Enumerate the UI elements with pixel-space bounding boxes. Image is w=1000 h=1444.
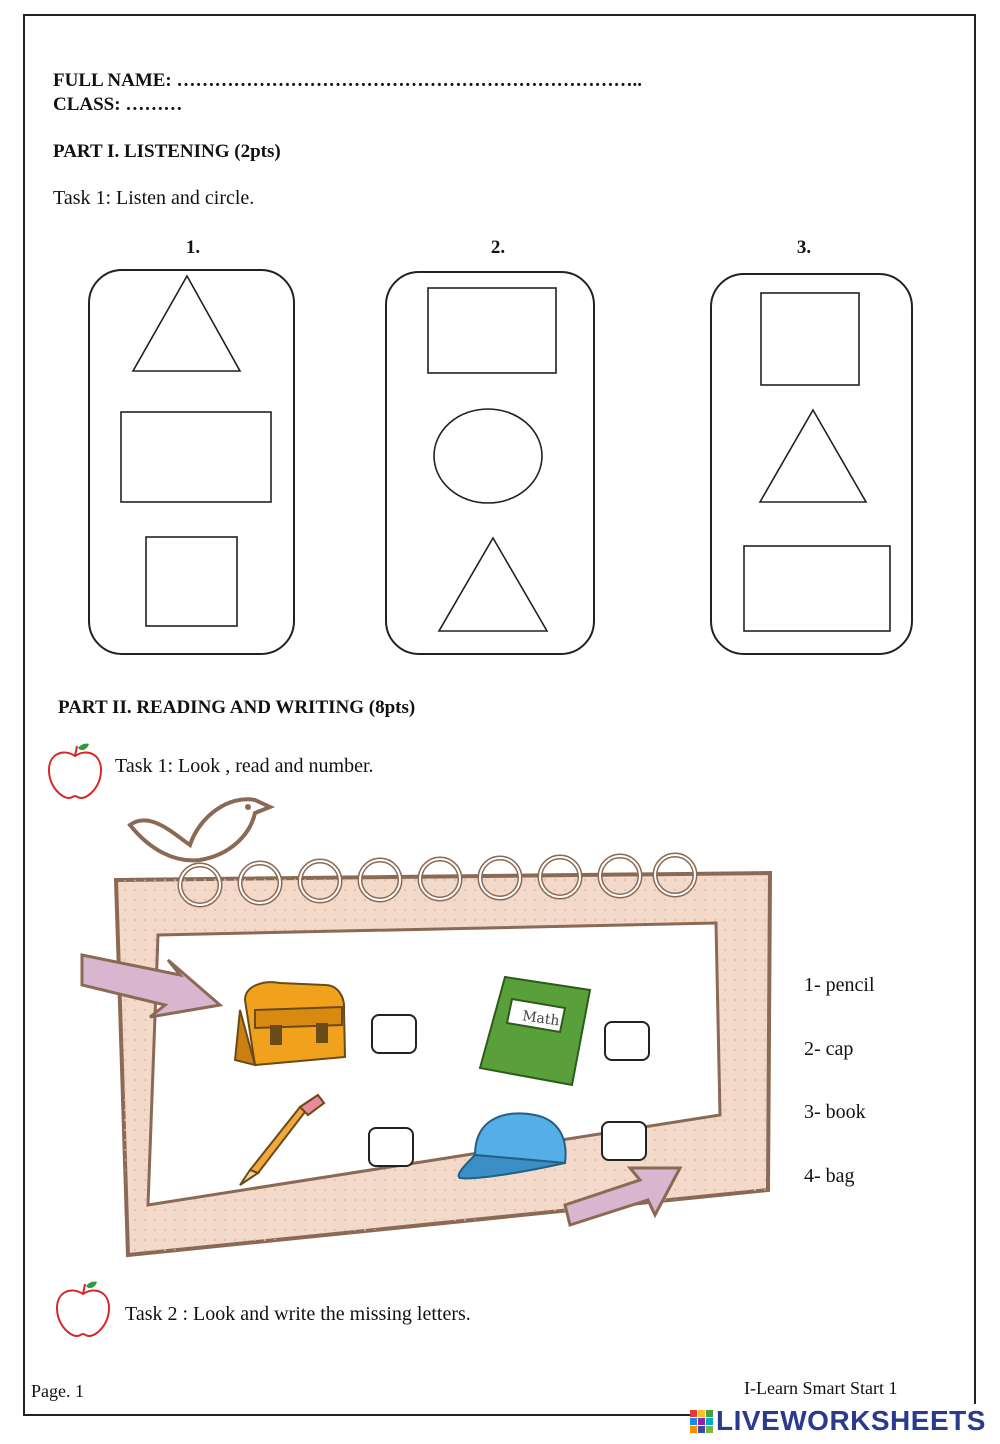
shape-card-3	[710, 273, 913, 655]
notebook-illustration	[80, 785, 800, 1295]
bag-icon[interactable]	[235, 982, 345, 1065]
word-item-3: 3- book	[804, 1101, 866, 1123]
word-item-4: 4- bag	[804, 1165, 855, 1187]
shape-card-2	[385, 271, 595, 655]
answer-box-bag[interactable]	[371, 1014, 417, 1054]
class-line: CLASS: ………	[53, 94, 183, 115]
card1-rectangle[interactable]	[121, 412, 271, 502]
part1-task1: Task 1: Listen and circle.	[53, 187, 255, 209]
brand-watermark	[690, 1404, 990, 1440]
card-2-label: 2.	[490, 237, 506, 258]
card-1-label: 1.	[185, 237, 201, 258]
card1-triangle[interactable]	[133, 276, 240, 371]
part1-title: PART I. LISTENING (2pts)	[53, 141, 281, 162]
page-number: Page. 1	[31, 1381, 84, 1401]
book-label: Math	[521, 1008, 561, 1030]
part2-title: PART II. READING AND WRITING (8pts)	[58, 697, 416, 718]
answer-box-cap[interactable]	[601, 1121, 647, 1161]
full-name-line: FULL NAME: ………………………………………………………………..	[53, 70, 642, 91]
answer-box-pencil[interactable]	[368, 1127, 414, 1167]
answer-box-book[interactable]	[604, 1021, 650, 1061]
part2-task2: Task 2 : Look and write the missing letters.	[125, 1303, 471, 1325]
brand-logo-icon	[690, 1410, 714, 1434]
part2-task1: Task 1: Look , read and number.	[115, 755, 374, 777]
card-3-label: 3.	[796, 237, 812, 258]
word-item-2: 2- cap	[804, 1038, 854, 1060]
bird-icon	[130, 799, 270, 860]
series-name: I-Learn Smart Start 1	[744, 1378, 898, 1398]
apple-icon	[53, 1278, 113, 1340]
word-item-1: 1- pencil	[804, 974, 875, 996]
card1-square[interactable]	[146, 537, 237, 626]
brand-name: LIVEWORKSHEETS	[716, 1405, 986, 1436]
